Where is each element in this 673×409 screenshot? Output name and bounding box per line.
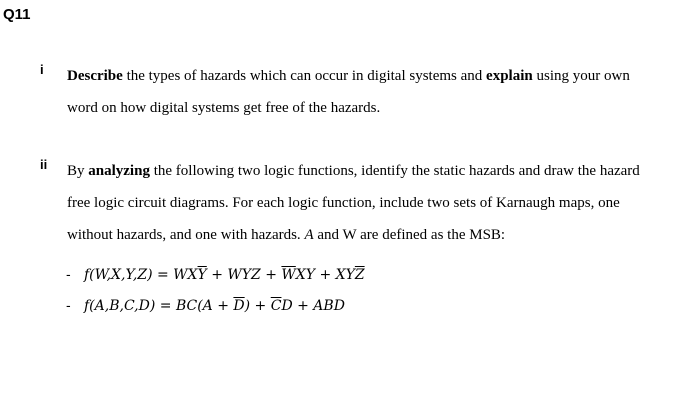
part-i-text1: the types of hazards which can occur in digital systems and <box>122 68 487 84</box>
part-i-text <box>67 60 642 124</box>
equation-bullet: - <box>66 297 71 313</box>
part-ii-text1: By <box>67 163 89 179</box>
equation-2-term: BC(A + <box>175 298 234 314</box>
part-i-bold-explain: explain <box>486 68 533 84</box>
equation-2-lhs: f(A,B,C,D) = <box>84 298 176 314</box>
equation-2-term: ) + <box>244 298 271 314</box>
part-ii-text <box>67 155 642 251</box>
part-ii-text2: the following two logic functions, identify the static hazards and draw the hazard free logic circuit diagrams. For each logic function, include two sets of Karnaugh maps, one without hazards, and one with hazards. <box>67 163 640 243</box>
equation-2-term-bar: $\overline{C}$ <box>270 298 282 314</box>
part-ii-label: ii <box>40 157 48 172</box>
equation-1-term-bar: $\overline{Z}$ <box>354 267 365 283</box>
question-number: Q11 <box>3 6 31 23</box>
equation-1-lhs: f(W,X,Y,Z) = <box>84 267 174 283</box>
equation-bullet: - <box>66 266 71 282</box>
equation-1-term: + WYZ + <box>206 267 282 283</box>
equation-2-term: D + ABD <box>281 298 345 314</box>
part-i-text2: using your own word on how digital systems get free of the hazards. <box>67 68 630 116</box>
part-ii-bold-analyzing: analyzing <box>88 163 150 179</box>
part-i-label: i <box>40 62 44 77</box>
part-ii-text3: and W are defined as the MSB: <box>313 227 506 243</box>
part-ii-italic-a: A <box>304 227 314 243</box>
equation-1-term: XY + XY <box>295 267 355 283</box>
part-i-bold-describe: Describe <box>67 68 123 84</box>
equation-1-term-bar: $\overline{Y}$ <box>197 267 207 283</box>
equation-2-term-bar: $\overline{D}$ <box>233 298 245 314</box>
equation-1 <box>66 266 365 283</box>
equation-2 <box>66 297 345 314</box>
equation-1-term: WX <box>173 267 198 283</box>
equation-1-term-bar: $\overline{W}$ <box>281 267 296 283</box>
